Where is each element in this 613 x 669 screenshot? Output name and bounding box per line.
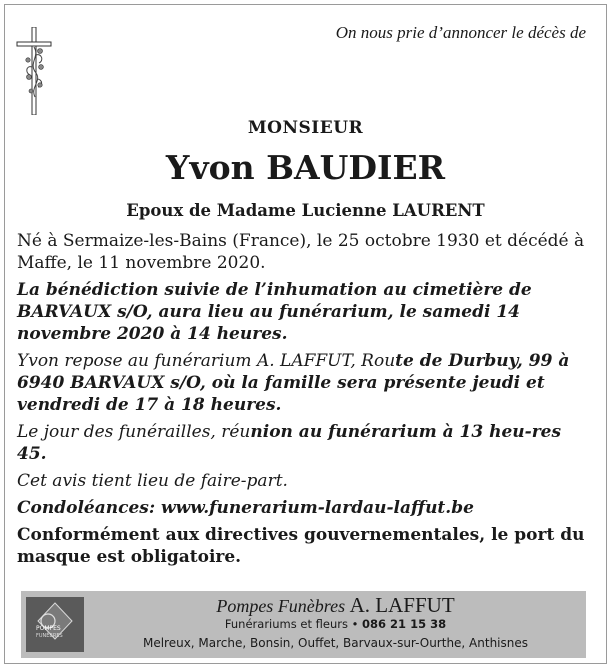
mask-paragraph: Conformément aux directives gouvernementales, le port du masque est obligatoire. (17, 525, 585, 567)
notice-paragraph: Cet avis tient lieu de faire-part. (17, 471, 288, 491)
cross-with-flowers-icon (16, 27, 52, 115)
notice-body (17, 230, 588, 573)
funeral-day-paragraph (17, 421, 588, 465)
funeral-home-banner (21, 591, 586, 658)
company-prefix: Pompes Funèbres (216, 596, 346, 616)
funeral-day-text-a: Le jour des funérailles, réu (17, 422, 251, 442)
deceased-name: Yvon BAUDIER (165, 148, 446, 187)
spouse-line: Epoux de Madame Lucienne LAURENT (126, 201, 485, 220)
funeral-home-logo (26, 597, 84, 652)
funeral-day-text-b: nion au funérarium à 13 heu-res 45. (17, 422, 562, 464)
repose-text-b: te de Durbuy, 99 à 6940 BARVAUX s/O, où la famille sera présente jeudi et vendredi de 17 à 18 heures. (17, 351, 570, 415)
birth-death-paragraph: Né à Sermaize-les-Bains (France), le 25 octobre 1930 et décédé à Maffe, le 11 novembre 2020. (17, 231, 585, 273)
obituary-notice (4, 4, 607, 664)
services-text: Funérariums et fleurs • (224, 617, 359, 631)
honorific: MONSIEUR (247, 118, 364, 138)
ceremony-paragraph: La bénédiction suivie de l’inhumation au cimetière de BARVAUX s/O, aura lieu au funérarium, le samedi 14 novembre 2020 à 14 heures. (17, 280, 532, 344)
repose-text-a: Yvon repose au funérarium A. LAFFUT, Rou (17, 351, 396, 371)
phone-number: 086 21 15 38 (362, 617, 447, 631)
services-line (85, 617, 586, 631)
locations-line: Melreux, Marche, Bonsin, Ouffet, Barvaux-sur-Ourthe, Anthisnes (142, 636, 529, 650)
company-line (85, 593, 586, 618)
logo-subtext: FUNÈBRES (36, 633, 63, 639)
announcement-text: On nous prie d’annoncer le décès de (335, 23, 586, 42)
condolences-line: Condoléances: www.funerarium-lardau-laffut.be (17, 498, 474, 518)
repose-paragraph (17, 350, 588, 416)
logo-text: POMPES (36, 625, 61, 632)
company-name: A. LAFFUT (349, 593, 455, 617)
